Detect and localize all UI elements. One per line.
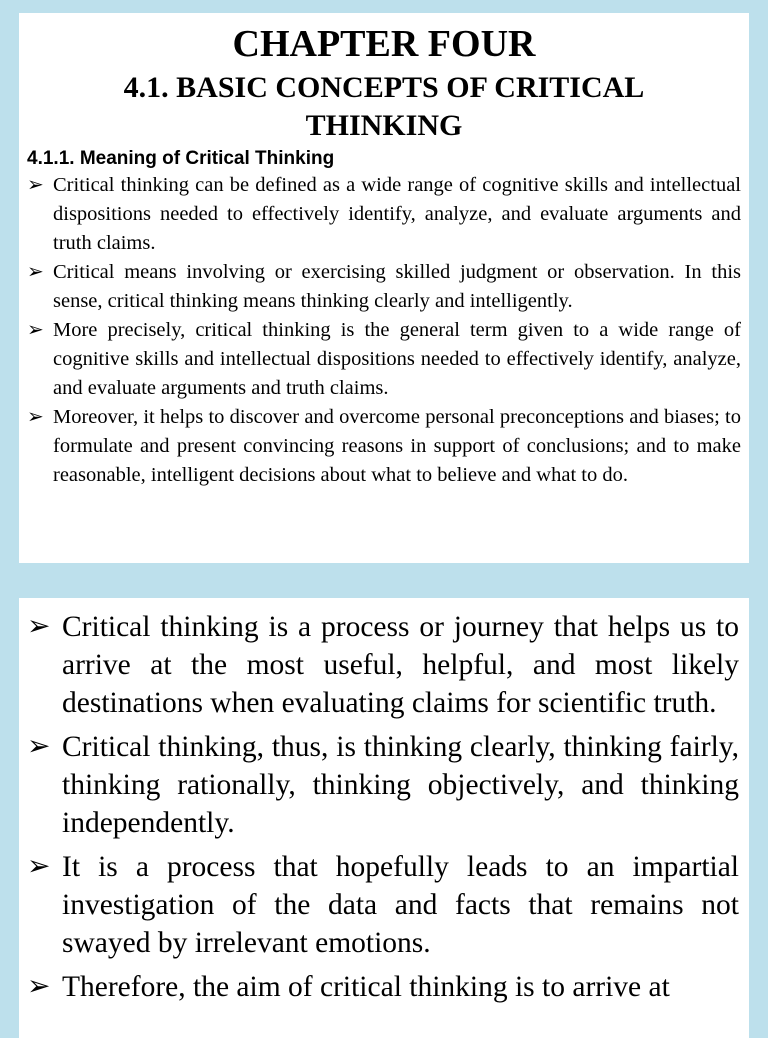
arrow-bullet-icon: ➢: [27, 261, 44, 283]
list-item: [27, 848, 739, 962]
arrow-bullet-icon: ➢: [27, 851, 51, 882]
subsection-title: 4.1.1. Meaning of Critical Thinking: [27, 148, 335, 169]
list-item: [27, 171, 741, 258]
chapter-title: CHAPTER FOUR: [232, 23, 536, 65]
arrow-bullet-icon: ➢: [27, 319, 44, 341]
arrow-bullet-icon: ➢: [27, 971, 51, 1002]
section-title: 4.1. BASIC CONCEPTS OF CRITICAL THINKING: [123, 71, 645, 142]
bullet-text: Critical means involving or exercising skilled judgment or observation. In this sense, critical thinking means thinking clearly and intelligently.: [53, 261, 741, 312]
arrow-bullet-icon: ➢: [27, 731, 51, 762]
list-item: [27, 728, 739, 842]
bullet-list: [27, 171, 741, 490]
bullet-text: Moreover, it helps to discover and overcome personal preconceptions and biases; to formulate and present convincing reasons in support of conclusions; and to make reasonable, intelligent decisions about what to believe and what to do.: [53, 406, 741, 486]
list-item: [27, 403, 741, 490]
list-item: [27, 968, 739, 1006]
bullet-text: More precisely, critical thinking is the general term given to a wide range of cognitive skills and intellectual dispositions needed to effectively identify, analyze, and evaluate arguments and truth claims.: [53, 319, 741, 399]
arrow-bullet-icon: ➢: [27, 406, 44, 428]
bullet-list: [27, 608, 739, 1006]
bullet-text: It is a process that hopefully leads to an impartial investigation of the data and facts that remains not swayed by irrelevant emotions.: [62, 851, 739, 959]
list-item: [27, 608, 739, 722]
bullet-text: Critical thinking is a process or journey that helps us to arrive at the most useful, helpful, and most likely destinations when evaluating claims for scientific truth.: [62, 611, 739, 719]
bullet-text: Critical thinking can be defined as a wide range of cognitive skills and intellectual dispositions needed to effectively identify, analyze, and evaluate arguments and truth claims.: [53, 174, 741, 254]
list-item: [27, 316, 741, 403]
list-item: [27, 258, 741, 316]
slide-2: [19, 598, 749, 1038]
arrow-bullet-icon: ➢: [27, 611, 51, 642]
arrow-bullet-icon: ➢: [27, 174, 44, 196]
bullet-text: Therefore, the aim of critical thinking is to arrive at: [62, 971, 670, 1003]
slide-1: [19, 13, 749, 563]
bullet-text: Critical thinking, thus, is thinking clearly, thinking fairly, thinking rationally, thinking objectively, and thinking independently.: [62, 731, 739, 839]
